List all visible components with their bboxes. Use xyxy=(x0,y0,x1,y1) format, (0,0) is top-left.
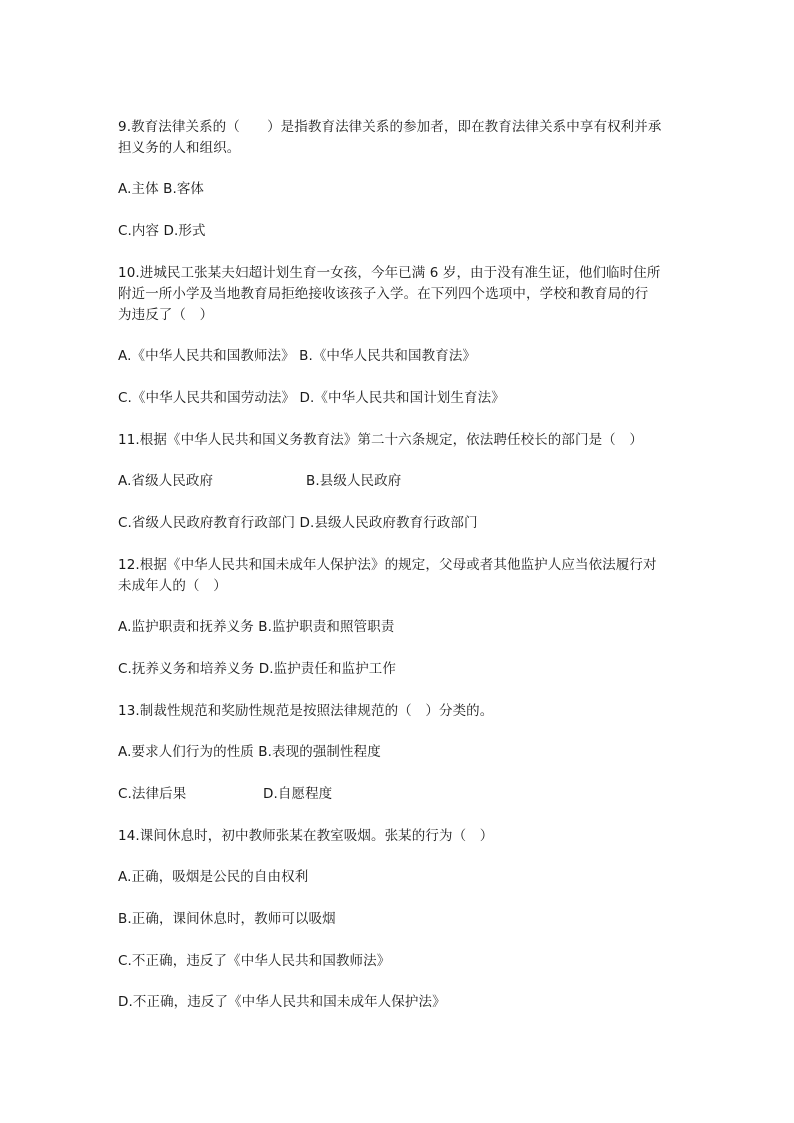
question-13-option-d: D.自愿程度 xyxy=(263,786,333,802)
question-10-options-ab: A.《中华人民共和国教师法》 B.《中华人民共和国教育法》 xyxy=(118,348,477,364)
question-11-options-cd: C.省级人民政府教育行政部门 D.县级人民政府教育行政部门 xyxy=(118,515,478,531)
question-12-options-ab: A.监护职责和抚养义务 B.监护职责和照管职责 xyxy=(118,619,395,635)
question-14-option-c: C.不正确，违反了《中华人民共和国教师法》 xyxy=(118,953,391,969)
question-14-option-d: D.不正确，违反了《中华人民共和国未成年人保护法》 xyxy=(118,994,446,1010)
question-10-options-cd: C.《中华人民共和国劳动法》 D.《中华人民共和国计划生育法》 xyxy=(118,390,505,406)
question-10-stem-line-1: 10.进城民工张某夫妇超计划生育一女孩，今年已满 6 岁，由于没有准生证，他们临时住所 xyxy=(118,265,661,281)
question-9-stem-line-2: 担义务的人和组织。 xyxy=(118,140,241,156)
question-11-option-a: A.省级人民政府 xyxy=(118,473,214,489)
question-11-options-ab-row xyxy=(118,471,518,492)
question-12-stem-line-2: 未成年人的（ ） xyxy=(118,578,227,594)
question-13-options-cd-row xyxy=(118,784,518,805)
question-11-stem-line-1: 11.根据《中华人民共和国义务教育法》第二十六条规定，依法聘任校长的部门是（ ） xyxy=(118,432,643,448)
question-12-stem-line-1: 12.根据《中华人民共和国未成年人保护法》的规定，父母或者其他监护人应当依法履行对 xyxy=(118,557,657,573)
question-9-options-cd: C.内容 D.形式 xyxy=(118,223,206,239)
question-12-options-cd: C.抚养义务和培养义务 D.监护责任和监护工作 xyxy=(118,661,396,677)
question-14-option-b: B.正确，课间休息时，教师可以吸烟 xyxy=(118,911,336,927)
question-10-stem-line-3: 为违反了（ ） xyxy=(118,307,214,323)
question-14-option-a: A.正确，吸烟是公民的自由权利 xyxy=(118,869,309,885)
question-13-options-ab: A.要求人们行为的性质 B.表现的强制性程度 xyxy=(118,744,381,760)
question-11-option-b: B.县级人民政府 xyxy=(306,473,402,489)
question-9-options-ab: A.主体 B.客体 xyxy=(118,181,205,197)
question-14-stem-line-1: 14.课间休息时，初中教师张某在教室吸烟。张某的行为（ ） xyxy=(118,828,494,844)
question-9-stem-line-1: 9.教育法律关系的（ ）是指教育法律关系的参加者，即在教育法律关系中享有权利并承 xyxy=(118,119,662,135)
question-13-stem-line-1: 13.制裁性规范和奖励性规范是按照法律规范的（ ）分类的。 xyxy=(118,703,494,719)
question-10-stem-line-2: 附近一所小学及当地教育局拒绝接收该孩子入学。在下列四个选项中，学校和教育局的行 xyxy=(118,286,649,302)
question-13-option-c: C.法律后果 xyxy=(118,786,187,802)
